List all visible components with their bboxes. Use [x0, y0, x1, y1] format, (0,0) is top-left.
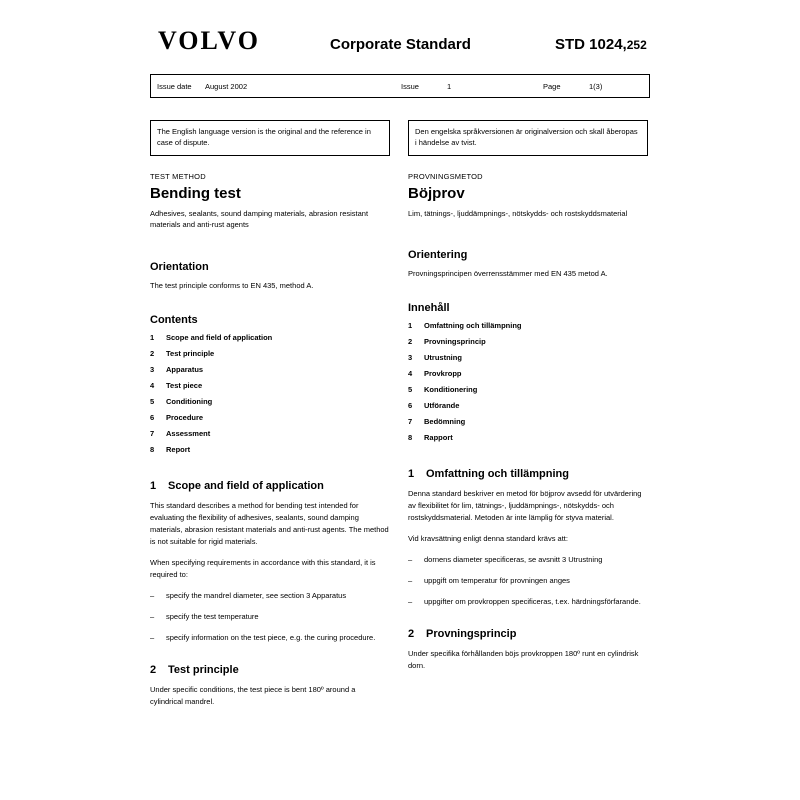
list-item: [408, 401, 648, 410]
page-value: 1(3): [589, 81, 603, 91]
contents-item-number: 5: [408, 385, 413, 395]
section-1-requirements-swedish: [408, 554, 648, 608]
list-item: [408, 554, 648, 566]
contents-item-label: Omfattning och tillämpning: [424, 321, 522, 331]
standard-number-sub: 252: [626, 38, 647, 52]
list-item: [150, 429, 390, 438]
list-item: [150, 349, 390, 358]
column-english: [150, 120, 390, 717]
bilingual-columns: [150, 120, 650, 717]
list-item: [150, 632, 390, 644]
list-item: [150, 413, 390, 422]
contents-item-number: 2: [408, 337, 413, 347]
section-2-paragraph-1-english: Under specific conditions, the test piece is bent 180º around a cylindrical mandrel.: [150, 684, 356, 706]
section-2-number: 2: [408, 628, 415, 641]
kicker-swedish: PROVNINGSMETOD: [408, 171, 483, 181]
language-notice-english: The English language version is the original and the reference in case of dispute.: [150, 120, 390, 156]
contents-item-label: Rapport: [424, 433, 453, 443]
contents-item-label: Test principle: [166, 348, 215, 358]
column-swedish: [408, 120, 648, 717]
contents-item-number: 1: [408, 321, 413, 331]
dash-bullet-icon: –: [150, 611, 155, 621]
contents-item-number: 4: [408, 369, 413, 379]
contents-item-number: 8: [150, 444, 155, 454]
orientation-text-english: The test principle conforms to EN 435, method A.: [150, 280, 314, 290]
requirement-text: uppgift om temperatur för provningen anges: [424, 576, 570, 586]
section-1-requirements-english: [150, 590, 390, 644]
list-item: [408, 433, 648, 442]
contents-item-label: Procedure: [166, 412, 204, 422]
issue-bar: [150, 74, 650, 98]
section-2-number: 2: [150, 663, 157, 676]
list-item: [408, 353, 648, 362]
section-1-paragraph-2-swedish: Vid kravsättning enligt denna standard krävs att:: [408, 534, 568, 544]
orientation-text-swedish: Provningsprincipen överrensstämmer med EN 435 metod A.: [408, 269, 608, 279]
dash-bullet-icon: –: [150, 590, 155, 600]
contents-item-number: 1: [150, 332, 155, 342]
kicker-english: TEST METHOD: [150, 171, 206, 181]
issue-date-label: Issue date: [157, 81, 192, 91]
contents-item-label: Bedömning: [424, 417, 466, 427]
list-item: [408, 417, 648, 426]
contents-item-label: Provkropp: [424, 369, 462, 379]
contents-item-number: 6: [150, 412, 155, 422]
section-2-heading-swedish: [408, 628, 648, 640]
requirement-text: uppgifter om provkroppen specificeras, t.ex. härdningsförfarande.: [424, 597, 641, 607]
section-1-number: 1: [408, 468, 415, 481]
dash-bullet-icon: –: [150, 632, 155, 642]
standard-number-main: STD 1024,: [555, 36, 627, 53]
list-item: [408, 596, 648, 608]
contents-item-label: Scope and field of application: [166, 332, 273, 342]
section-1-title: Scope and field of application: [168, 479, 324, 492]
contents-item-label: Konditionering: [424, 385, 478, 395]
page-title-swedish: Böjprov: [408, 184, 465, 202]
section-1-paragraph-1-english: This standard describes a method for bending test intended for evaluating the flexibility of adhesives, sealants, sound damping materials, abrasion resistant materials and anti-rust agents. The method is not suitable for rigid materials.: [150, 500, 389, 546]
section-2-heading-english: [150, 664, 390, 676]
contents-heading-swedish: Innehåll: [408, 302, 450, 315]
contents-heading-english: Contents: [150, 313, 198, 326]
list-item: [408, 337, 648, 346]
contents-item-number: 7: [150, 428, 155, 438]
dash-bullet-icon: –: [408, 555, 413, 565]
requirement-text: specify information on the test piece, e.g. the curing procedure.: [166, 632, 376, 642]
document-type-title: Corporate Standard: [330, 36, 471, 53]
section-1-title: Omfattning och tillämpning: [426, 468, 569, 481]
requirement-text: dornens diameter specificeras, se avsnitt 3 Utrustning: [424, 555, 603, 565]
issue-value: 1: [447, 81, 452, 91]
section-1-heading-english: [150, 480, 390, 492]
contents-item-number: 2: [150, 348, 155, 358]
list-item: [150, 611, 390, 623]
contents-item-label: Conditioning: [166, 396, 213, 406]
page-label: Page: [543, 81, 561, 91]
subtitle-english: Adhesives, sealants, sound damping materials, abrasion resistant materials and anti-rust agents: [150, 208, 369, 230]
requirement-text: specify the test temperature: [166, 611, 259, 621]
requirement-text: specify the mandrel diameter, see section 3 Apparatus: [166, 590, 347, 600]
contents-item-label: Test piece: [166, 380, 203, 390]
section-1-heading-swedish: [408, 468, 648, 480]
list-item: [408, 385, 648, 394]
contents-list-english: [150, 333, 390, 454]
contents-item-number: 8: [408, 433, 413, 443]
contents-item-label: Provningsprincip: [424, 337, 486, 347]
issue-date-value: August 2002: [205, 81, 248, 91]
dash-bullet-icon: –: [408, 597, 413, 607]
list-item: [150, 445, 390, 454]
contents-item-label: Assessment: [166, 428, 211, 438]
orientation-heading-swedish: Orientering: [408, 249, 468, 262]
language-notice-swedish: Den engelska språkversionen är originalversion och skall åberopas i händelse av tvist.: [408, 120, 648, 156]
contents-item-number: 7: [408, 417, 413, 427]
list-item: [150, 365, 390, 374]
subtitle-swedish: Lim, tätnings-, ljuddämpnings-, nötskydds- och rostskyddsmaterial: [408, 208, 628, 218]
contents-item-label: Utförande: [424, 401, 460, 411]
section-2-title: Test principle: [168, 663, 239, 676]
section-1-paragraph-2-english: When specifying requirements in accordance with this standard, it is required to:: [150, 557, 376, 579]
list-item: [150, 397, 390, 406]
issue-label: Issue: [401, 81, 419, 91]
section-1-number: 1: [150, 479, 157, 492]
contents-item-number: 5: [150, 396, 155, 406]
dash-bullet-icon: –: [408, 576, 413, 586]
list-item: [408, 369, 648, 378]
section-1-paragraph-1-swedish: Denna standard beskriver en metod för böjprov avsedd för utvärdering av flexibilitet för lim, tätnings-, ljuddämpnings-, nötskydds- och rostskyddsmaterial. Metoden är inte lämplig för styva material.: [408, 489, 642, 523]
document-masthead: [150, 26, 650, 66]
volvo-logo: VOLVO: [158, 26, 260, 55]
list-item: [150, 590, 390, 602]
contents-item-number: 4: [150, 380, 155, 390]
list-item: [408, 575, 648, 587]
contents-item-number: 6: [408, 401, 413, 411]
list-item: [408, 321, 648, 330]
contents-item-label: Report: [166, 444, 191, 454]
contents-item-number: 3: [408, 353, 413, 363]
section-2-title: Provningsprincip: [426, 628, 517, 641]
contents-list-swedish: [408, 321, 648, 442]
contents-item-label: Apparatus: [166, 364, 204, 374]
standard-number: [555, 36, 647, 53]
list-item: [150, 381, 390, 390]
orientation-heading-english: Orientation: [150, 260, 209, 273]
section-2-paragraph-1-swedish: Under specifika förhållanden böjs provkroppen 180º runt en cylindrisk dorn.: [408, 649, 639, 671]
list-item: [150, 333, 390, 342]
page-title-english: Bending test: [150, 184, 241, 202]
contents-item-label: Utrustning: [424, 353, 462, 363]
contents-item-number: 3: [150, 364, 155, 374]
